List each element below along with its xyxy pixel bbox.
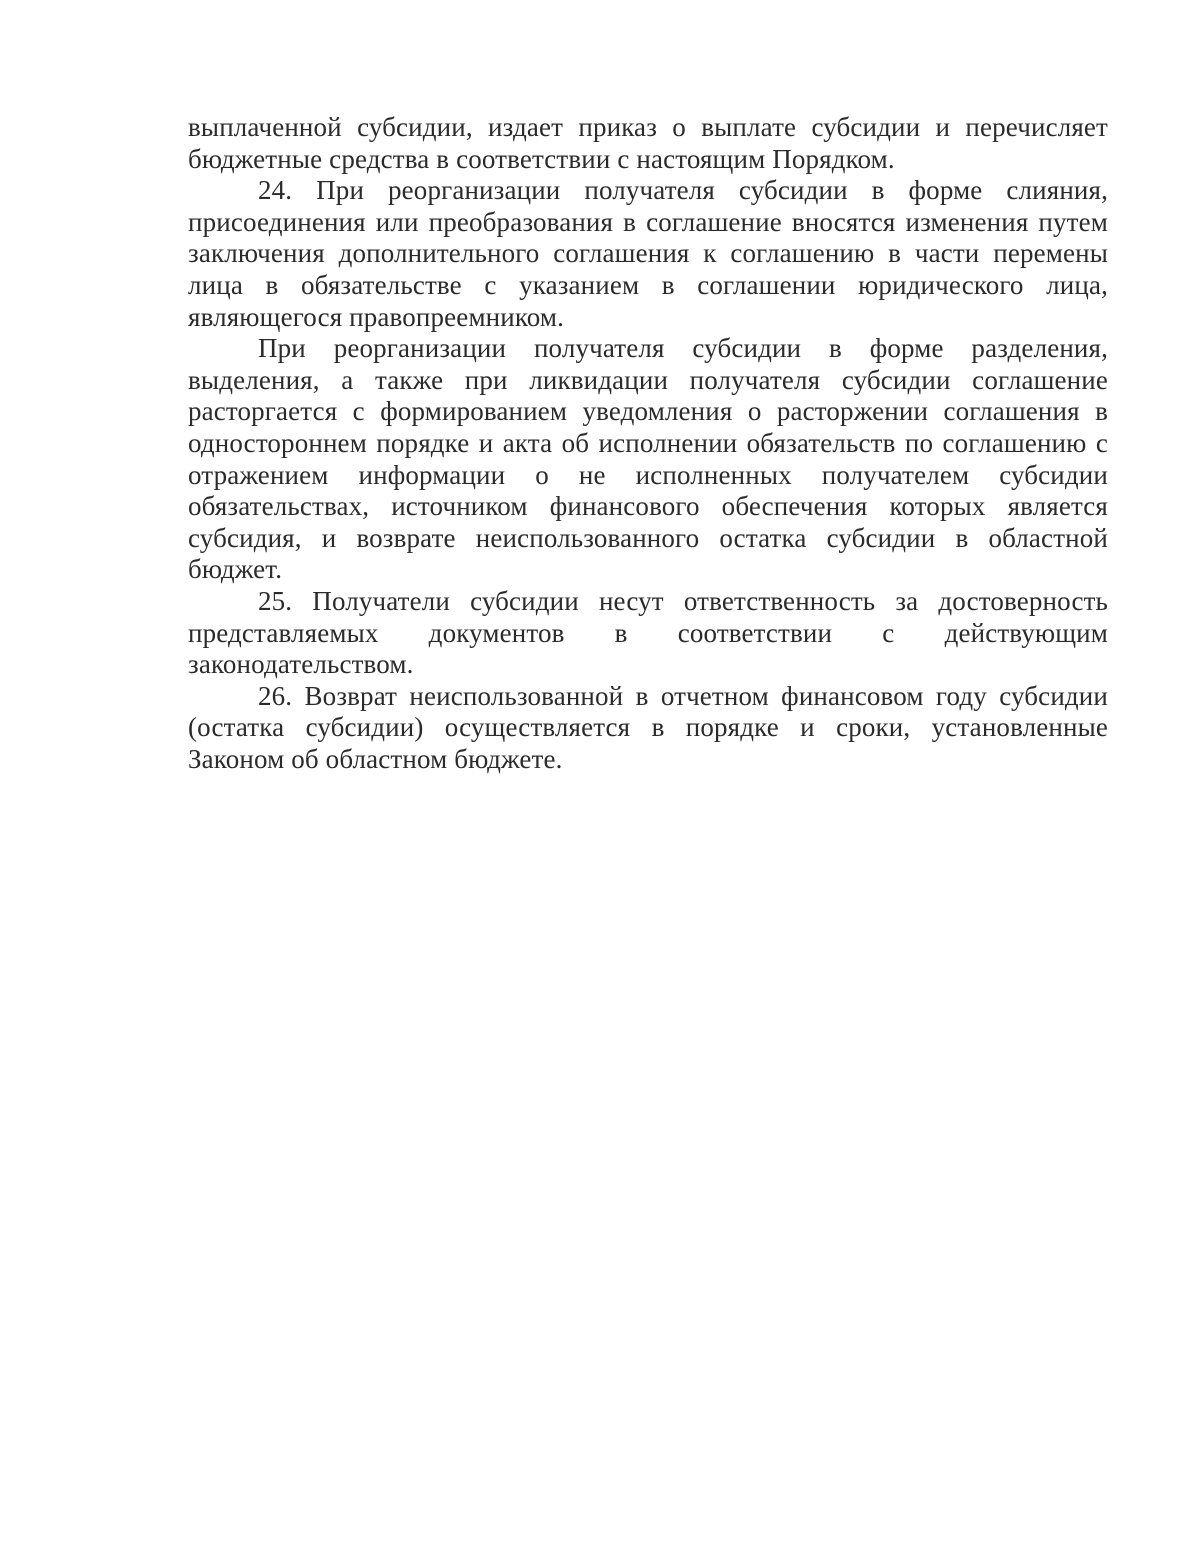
paragraph-item-26: 26. Возврат неиспользованной в отчетном финансовом году субсидии (остатка субсидии) осуществляется в порядке и сроки, установленные Законом об областном бюджете. <box>188 680 1108 774</box>
paragraph-item-25: 25. Получатели субсидии несут ответственность за достоверность представляемых документов в соответствии с действующим законодательством. <box>188 585 1108 680</box>
paragraph-item-24-part-2: При реорганизации получателя субсидии в форме разделения, выделения, а также при ликвидации получателя субсидии соглашение расторгается с формированием уведомления о расторжении соглашения в одностороннем порядке и акта об исполнении обязательств по соглашению с отражением информации о не исполненных получателем субсидии обязательствах, источником финансового обеспечения которых является субсидия, и возврате неиспользованного остатка субсидии в областной бюджет. <box>188 333 1108 585</box>
document-body <box>188 112 1108 775</box>
paragraph-item-24: 24. При реорганизации получателя субсидии в форме слияния, присоединения или преобразования в соглашение вносятся изменения путем заключения дополнительного соглашения к соглашению в части перемены лица в обязательстве с указанием в соглашении юридического лица, являющегося правопреемником. <box>188 175 1108 332</box>
paragraph-continuation: выплаченной субсидии, издает приказ о выплате субсидии и перечисляет бюджетные средства в соответствии с настоящим Порядком. <box>188 112 1108 174</box>
